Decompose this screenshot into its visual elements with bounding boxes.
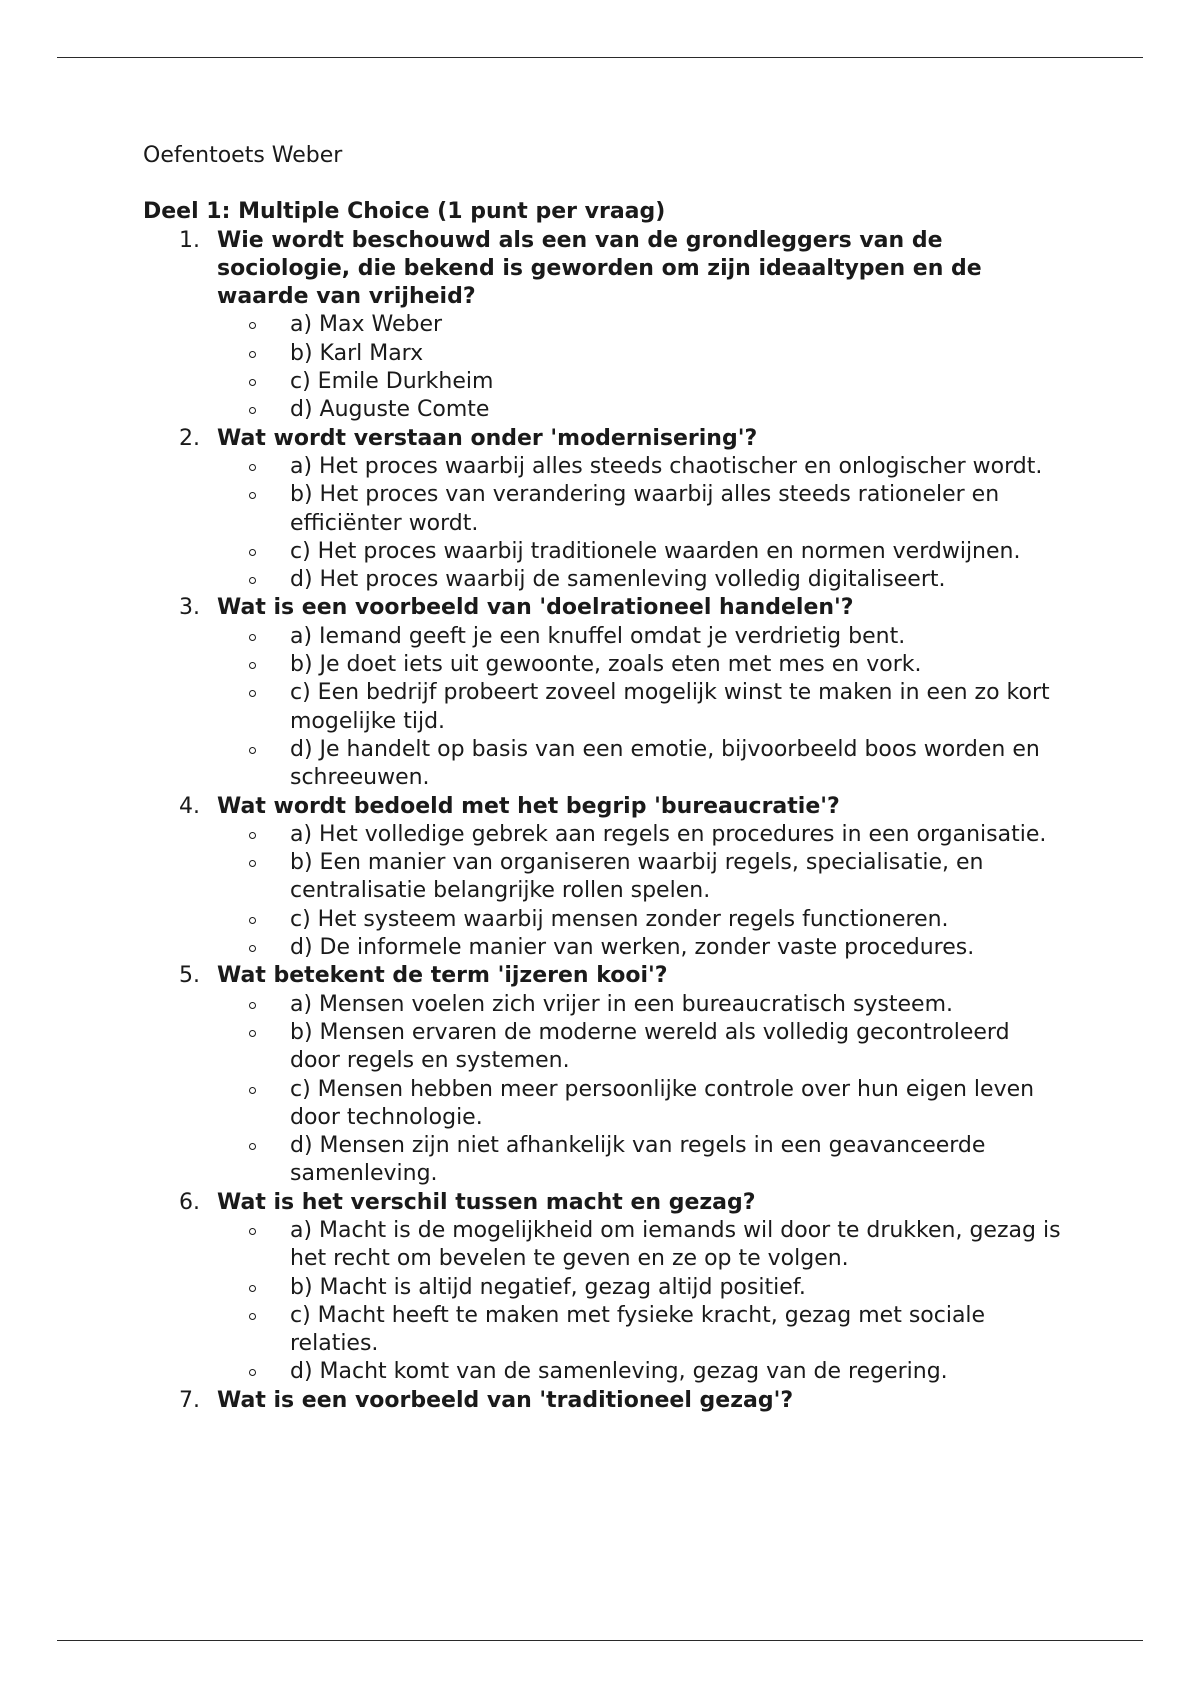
circle-bullet-icon [249,747,256,754]
question-number: 4. [179,793,200,819]
question-number: 5. [179,963,200,989]
circle-bullet-icon [249,1087,256,1094]
answer-option-text: b) Je doet iets uit gewoonte, zoals eten met mes en vork. [290,652,922,678]
answer-option-text: c) Het systeem waarbij mensen zonder regels functioneren. [290,906,949,932]
circle-bullet-icon [249,917,256,924]
answer-options [217,311,1063,424]
answer-option-text: a) Max Weber [290,312,443,338]
answer-option-text: d) Je handelt op basis van een emotie, bijvoorbeeld boos worden en schreeuwen. [290,736,1040,791]
question-item [143,227,1063,425]
question-text: Wat is een voorbeeld van 'doelrationeel handelen'? [217,595,854,621]
answer-option [217,1274,1063,1302]
answer-option-text: c) Een bedrijf probeert zoveel mogelijk winst te maken in een zo kort mogelijke tijd. [290,680,1050,734]
answer-option-text: b) Het proces van verandering waarbij alles steeds rationeler en efficiënter wordt. [290,482,1000,536]
circle-bullet-icon [249,634,256,641]
circle-bullet-icon [249,407,256,414]
answer-option [217,453,1063,481]
answer-option [217,934,1063,962]
answer-options [217,623,1063,793]
question-number: 6. [179,1189,200,1215]
answer-option-text: d) Mensen zijn niet afhankelijk van regels in een geavanceerde samenleving. [290,1133,986,1187]
footer-rule [57,1640,1143,1641]
question-item [143,594,1063,792]
answer-option-text: b) Karl Marx [290,340,424,366]
question-item [143,1189,1063,1387]
answer-option [217,1358,1063,1386]
answer-option [217,821,1063,849]
answer-option-text: a) Iemand geeft je een knuffel omdat je verdrietig bent. [290,623,906,649]
answer-option-text: d) Auguste Comte [290,397,490,423]
question-item [143,1387,1063,1415]
circle-bullet-icon [249,322,256,329]
question-number: 2. [179,425,200,451]
answer-option [217,1302,1063,1359]
answer-option [217,1217,1063,1274]
question-text: Wat wordt bedoeld met het begrip 'bureaucratie'? [217,793,840,819]
question-text: Wat is een voorbeeld van 'traditioneel gezag'? [217,1387,794,1413]
answer-option [217,679,1063,736]
circle-bullet-icon [249,832,256,839]
circle-bullet-icon [249,577,256,584]
answer-option-text: a) Macht is de mogelijkheid om iemands wil door te drukken, gezag is het recht om bevelen te geven en ze op te volgen. [290,1217,1061,1272]
circle-bullet-icon [249,1002,256,1009]
answer-option-text: d) Het proces waarbij de samenleving volledig digitaliseert. [290,567,946,593]
circle-bullet-icon [249,1313,256,1320]
answer-option-text: c) Mensen hebben meer persoonlijke controle over hun eigen leven door technologie. [290,1076,1035,1130]
circle-bullet-icon [249,1030,256,1037]
answer-option-text: d) De informele manier van werken, zonder vaste procedures. [290,935,975,961]
answer-option-text: b) Een manier van organiseren waarbij regels, specialisatie, en centralisatie belangrijke rollen spelen. [290,850,984,904]
answer-option [217,651,1063,679]
answer-option-text: b) Macht is altijd negatief, gezag altijd positief. [290,1274,806,1300]
answer-options [217,453,1063,594]
circle-bullet-icon [249,690,256,697]
header-rule [57,57,1143,58]
answer-option [217,849,1063,906]
circle-bullet-icon [249,1285,256,1292]
answer-option [217,368,1063,396]
answer-options [217,821,1063,962]
document-title: Oefentoets Weber [143,143,343,168]
answer-options [217,991,1063,1189]
question-item [143,962,1063,1188]
answer-option [217,906,1063,934]
circle-bullet-icon [249,1369,256,1376]
circle-bullet-icon [249,379,256,386]
circle-bullet-icon [249,1143,256,1150]
answer-option [217,991,1063,1019]
answer-option [217,623,1063,651]
question-text: Wie wordt beschouwd als een van de grondleggers van de sociologie, die bekend is geworden om zijn ideaaltypen en de waarde van vrijheid? [217,227,982,310]
circle-bullet-icon [249,492,256,499]
question-item [143,793,1063,963]
circle-bullet-icon [249,549,256,556]
answer-option-text: c) Macht heeft te maken met fysieke kracht, gezag met sociale relaties. [290,1302,986,1357]
answer-option [217,481,1063,538]
answer-option [217,311,1063,339]
answer-option [217,340,1063,368]
answer-option [217,1076,1063,1133]
answer-option [217,736,1063,793]
answer-option-text: d) Macht komt van de samenleving, gezag van de regering. [290,1359,948,1385]
question-text: Wat is het verschil tussen macht en gezag? [217,1189,756,1215]
answer-option [217,396,1063,424]
question-list [143,227,1063,1415]
answer-option [217,566,1063,594]
answer-option-text: b) Mensen ervaren de moderne wereld als volledig gecontroleerd door regels en systemen. [290,1019,1010,1074]
answer-option-text: c) Het proces waarbij traditionele waarden en normen verdwijnen. [290,538,1021,564]
answer-options [217,1217,1063,1387]
answer-option-text: c) Emile Durkheim [290,369,494,395]
answer-option [217,1019,1063,1076]
circle-bullet-icon [249,860,256,867]
answer-option [217,538,1063,566]
question-number: 7. [179,1387,200,1413]
answer-option-text: a) Het volledige gebrek aan regels en procedures in een organisatie. [290,821,1047,847]
circle-bullet-icon [249,662,256,669]
answer-option-text: a) Het proces waarbij alles steeds chaotischer en onlogischer wordt. [290,453,1043,479]
answer-option-text: a) Mensen voelen zich vrijer in een bureaucratisch systeem. [290,991,954,1017]
question-item [143,425,1063,595]
question-text: Wat betekent de term 'ijzeren kooi'? [217,963,668,989]
circle-bullet-icon [249,1228,256,1235]
section-title: Deel 1: Multiple Choice (1 punt per vraag) [143,199,666,225]
question-number: 1. [179,227,200,253]
answer-option [217,1132,1063,1189]
document-body [143,142,1063,1415]
question-number: 3. [179,595,200,621]
circle-bullet-icon [249,945,256,952]
circle-bullet-icon [249,464,256,471]
circle-bullet-icon [249,351,256,358]
question-text: Wat wordt verstaan onder 'modernisering'? [217,425,758,451]
